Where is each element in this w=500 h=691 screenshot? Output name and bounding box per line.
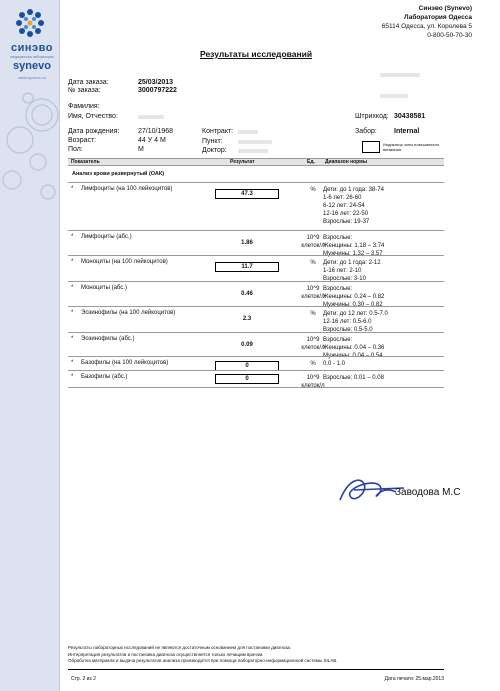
age-value: 44 У 4 М <box>138 137 166 144</box>
redacted-header-info-2 <box>380 94 408 98</box>
order-number-value: 3000797222 <box>138 87 177 94</box>
order-number-label: № заказа: <box>68 87 101 94</box>
section-title: Анализ крови развернутый (ОАК) <box>72 171 165 177</box>
document-title: Результаты исследований <box>200 49 313 59</box>
row-marker: * <box>71 310 74 316</box>
footer-line-1: Результаты лабораторных исследований не являются достаточным основанием для постановки диагноза. <box>68 645 292 650</box>
birth-date-label: Дата рождения: <box>68 128 120 135</box>
name-label: Имя, Отчество: <box>68 113 118 120</box>
brand-name-en: synevo <box>13 60 51 72</box>
table-row <box>68 230 444 255</box>
row-name: Моноциты (абс.) <box>81 285 127 291</box>
order-date-value: 25/03/2013 <box>138 79 174 86</box>
row-name: Лимфоциты (на 100 лейкоцитов) <box>81 186 173 192</box>
brand-url: www.synevo.ua <box>18 75 46 80</box>
intake-value: Internal <box>394 128 420 135</box>
row-marker: * <box>71 360 74 366</box>
row-value: 1.86 <box>241 240 253 246</box>
col-header-result: Результат <box>230 159 255 165</box>
row-range: Взрослые: 0.01 – 0.08 <box>323 375 384 381</box>
row-unit: % <box>310 361 316 367</box>
row-value: 2.3 <box>242 316 252 322</box>
sidebar-decoration <box>0 80 60 210</box>
sidebar <box>0 0 60 691</box>
redacted-name <box>138 115 164 119</box>
row-value: 0 <box>215 361 279 371</box>
sex-value: М <box>138 146 144 153</box>
signature-name: Заводова М.С <box>395 487 461 498</box>
row-name: Эозинофилы (на 100 лейкоцитов) <box>81 310 176 316</box>
row-marker: * <box>71 186 74 192</box>
row-name: Базофилы (абс.) <box>81 374 128 380</box>
row-range: Взрослые: Женщины: 0.24 – 0.82 Мужчины: 0.30 – 0.82 <box>323 286 385 308</box>
row-unit: 10^9 клеток/л <box>301 235 325 249</box>
row-marker: * <box>71 259 74 265</box>
col-header-range: Диапазон нормы <box>325 159 368 165</box>
lab-address: 65114 Одесса, ул. Королева 5 <box>381 23 472 30</box>
row-unit: % <box>310 187 316 193</box>
table-row <box>68 332 444 359</box>
brand-tagline: медицинская лаборатория <box>10 55 54 59</box>
redacted-doctor <box>238 149 268 153</box>
point-label: Пункт: <box>202 138 223 145</box>
sex-label: Пол: <box>68 146 83 153</box>
table-row <box>68 370 444 388</box>
footer-line-2: Интерпретация результатов и постановка диагноза осуществляется только лечащим врачом. <box>68 651 264 657</box>
row-marker: * <box>71 285 74 291</box>
attention-zone-label: Индикатор зоны повышенного внимания <box>383 142 440 152</box>
table-row <box>68 356 444 370</box>
row-range: Дети: до 1 года: 2-12 1-16 лет: 2-10 Взрослые: 3-10 <box>323 260 381 282</box>
col-header-parameter: Показатель <box>71 159 100 165</box>
flower-icon <box>15 8 45 38</box>
birth-date-value: 27/10/1968 <box>138 128 174 135</box>
page-number: Стр. 2 из 2 <box>71 676 96 682</box>
footer-divider <box>68 669 444 670</box>
redacted-point <box>238 140 272 144</box>
barcode-value: 30438581 <box>394 113 426 120</box>
row-name: Базофилы (на 100 лейкоцитов) <box>81 360 169 366</box>
contract-label: Контракт: <box>202 128 234 135</box>
lab-name: Синэво (Synevo) <box>418 5 472 12</box>
row-unit: % <box>310 311 316 317</box>
order-date-label: Дата заказа: <box>68 79 109 86</box>
row-unit: 10^9 клеток/л <box>301 337 325 351</box>
table-row <box>68 255 444 281</box>
results-table-header <box>68 158 444 166</box>
row-marker: * <box>71 234 74 240</box>
row-range: Дети: до 12 лет: 0.5-7.0 12-16 лет: 0.5-6.0 Взрослые: 0.5-5.0 <box>323 311 388 333</box>
table-row <box>68 281 444 306</box>
row-range: Взрослые: Женщины: 1.18 – 3.74 Мужчины: 1.32 – 3.57 <box>323 235 385 257</box>
table-row <box>68 182 444 230</box>
footer-line-3: Обработка материала и выдача результатов анализа производится при помощи лабораторно-информационной системы SILAB. <box>68 658 338 663</box>
barcode-label: Штрихкод: <box>355 113 389 120</box>
row-value: 0.09 <box>241 342 253 348</box>
row-unit: 10^9 клеток/л <box>301 375 325 389</box>
table-row <box>68 306 444 332</box>
lab-phone: 0-800-50-70-30 <box>427 32 472 39</box>
row-value: 0.46 <box>241 291 253 297</box>
row-name: Лимфоциты (абс.) <box>81 234 132 240</box>
row-name: Моноциты (на 100 лейкоцитов) <box>81 259 168 265</box>
row-value: 11.7 <box>215 262 279 272</box>
row-marker: * <box>71 374 74 380</box>
row-name: Эозинофилы (абс.) <box>81 336 135 342</box>
age-label: Возраст: <box>68 137 97 144</box>
row-unit: % <box>310 260 316 266</box>
row-unit: 10^9 клеток/л <box>301 286 325 300</box>
col-header-unit: Ед. <box>307 159 315 165</box>
lab-header <box>382 4 472 40</box>
redacted-contract <box>238 130 258 134</box>
row-value: 47.3 <box>215 189 279 199</box>
row-value: 0 <box>215 374 279 384</box>
row-marker: * <box>71 336 74 342</box>
attention-zone-indicator <box>362 141 380 153</box>
row-range: 0.0 - 1.0 <box>323 361 346 367</box>
lab-subtitle: Лаборатория Одесса <box>403 14 472 21</box>
intake-label: Забор: <box>355 128 377 135</box>
brand-name-ru: синэво <box>11 42 53 54</box>
redacted-header-info <box>380 73 420 77</box>
surname-label: Фамилия: <box>68 103 100 110</box>
row-range: Дети: до 1 года: 38-74 1-6 лет: 26-60 6-12 лет: 24-54 12-16 лет: 22-50 Взрослые: 19-37 <box>323 187 384 225</box>
row-range: Взрослые: Женщины: 0.04 – 0.36 Мужчины: 0.04 – 0.54 <box>323 337 385 359</box>
doctor-label: Доктор: <box>202 147 227 154</box>
footer-disclaimer <box>68 645 443 665</box>
print-date: Дата печати: 25.мар.2013 <box>384 676 444 682</box>
